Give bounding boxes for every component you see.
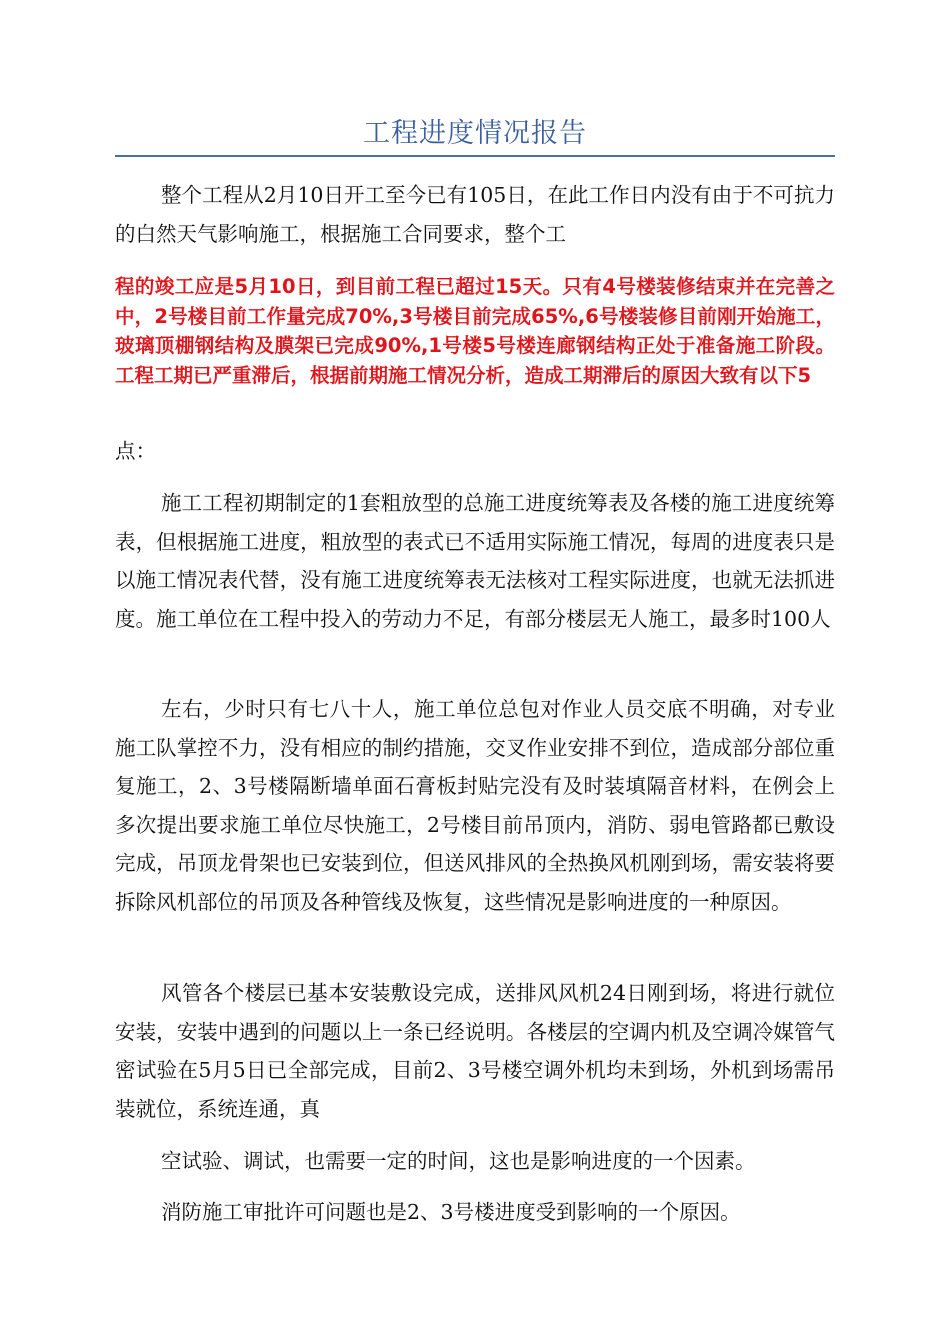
paragraph-fire-approval: 消防施工审批许可问题也是2、3号楼进度受到影响的一个原因。	[161, 1200, 741, 1224]
document-title: 工程进度情况报告	[363, 118, 587, 149]
paragraph-intro: 整个工程从2月10日开工至今已有105日，在此工作日内没有由于不可抗力的白然天气影响施工，根据施工合同要求，整个工	[115, 183, 835, 246]
title-underline	[115, 155, 835, 157]
paragraph-ductwork: 风管各个楼层已基本安装敷设完成，送排风风机24日刚到场，将进行就位安装，安装中遇到的问题以上一条已经说明。各楼层的空调内机及空调冷媒管气密试验在5月5日已全部完成，目前2、3号楼空调外机均未到场，外机到场需吊装就位，系统连通，真	[115, 981, 835, 1121]
paragraph-labor: 左右，少时只有七八十人，施工单位总包对作业人员交底不明确，对专业施工队掌控不力，没有相应的制约措施，交叉作业安排不到位，造成部分部位重复施工，2、3号楼隔断墙单面石膏板封贴完没有及时装填隔音材料，在例会上多次提出要求施工单位尽快施工，2号楼目前吊顶内，消防、弱电管路都已敷设完成，吊顶龙骨架也已安装到位，但送风排风的全热换风机刚到场，需安装将要拆除风机部位的吊顶及各种管线及恢复，这些情况是影响进度的一种原因。	[115, 697, 835, 914]
paragraph-points: 点：	[115, 439, 156, 463]
paragraph-testing: 空试验、调试，也需要一定的时间，这也是影响进度的一个因素。	[161, 1149, 756, 1173]
paragraph-highlight: 程的竣工应是5月10日，到目前工程已超过15天。只有4号楼装修结束并在完善之中，2号楼目前工作量完成70%,3号楼目前完成65%,6号楼装修目前刚开始施工，玻璃顶棚钢结构及膜架已完成90%,1号楼5号楼连廊钢结构正处于准备施工阶段。工程工期已严重滞后，根据前期施工情况分析，造成工期滞后的原因大致有以下5	[115, 275, 835, 387]
paragraph-schedule: 施工工程初期制定的1套粗放型的总施工进度统筹表及各楼的施工进度统筹表，但根据施工进度，粗放型的表式已不适用实际施工情况，每周的进度表只是以施工情况表代替，没有施工进度统筹表无法核对工程实际进度，也就无法抓进度。施工单位在工程中投入的劳动力不足，有部分楼层无人施工，最多时100人	[115, 491, 835, 631]
